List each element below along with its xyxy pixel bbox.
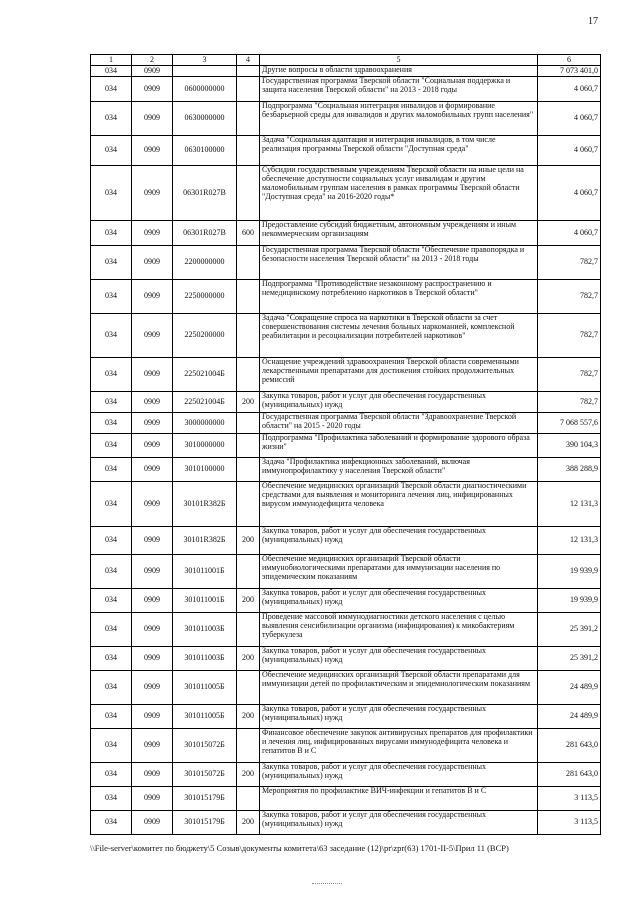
description-cell: Закупка товаров, работ и услуг для обеспечения государственных (муниципальных) нужд xyxy=(260,763,538,787)
code-cell: 034 xyxy=(91,221,132,246)
amount-cell: 4 060,7 xyxy=(538,102,601,136)
section-cell: 0909 xyxy=(132,392,173,413)
description-cell: Подпрограмма "Противодействие незаконному распространению и немедицинскому потреблению наркотиков в Тверской области" xyxy=(260,280,538,314)
table-row xyxy=(91,392,601,413)
amount-cell: 4 060,7 xyxy=(538,77,601,102)
expense-type-cell xyxy=(237,458,260,482)
target-article-cell: 301015072Б xyxy=(173,763,237,787)
section-cell: 0909 xyxy=(132,166,173,221)
amount-cell: 4 060,7 xyxy=(538,166,601,221)
description-cell: Задача "Профилактика инфекционных заболеваний, включая иммунопрофилактику у населения Тверской области" xyxy=(260,458,538,482)
code-cell: 034 xyxy=(91,66,132,77)
table-row xyxy=(91,763,601,787)
expense-type-cell xyxy=(237,166,260,221)
table-row xyxy=(91,729,601,763)
target-article-cell: 225021004Б xyxy=(173,358,237,392)
amount-cell: 19 939,9 xyxy=(538,555,601,589)
amount-cell: 782,7 xyxy=(538,358,601,392)
expense-type-cell: 200 xyxy=(237,811,260,835)
target-article-cell: 301011003Б xyxy=(173,613,237,647)
section-cell: 0909 xyxy=(132,671,173,705)
code-cell: 034 xyxy=(91,392,132,413)
description-cell: Проведение массовой иммунодиагностики детского населения с целью выявления сенсибилизации организма (инфицирования) к микобактериям туберкулеза xyxy=(260,613,538,647)
amount-cell: 390 104,3 xyxy=(538,434,601,458)
section-cell: 0909 xyxy=(132,705,173,729)
header-cell: 5 xyxy=(260,55,538,66)
table-row xyxy=(91,280,601,314)
section-cell: 0909 xyxy=(132,613,173,647)
amount-cell: 3 113,5 xyxy=(538,811,601,835)
expense-type-cell: 600 xyxy=(237,221,260,246)
target-article-cell: 301015179Б xyxy=(173,811,237,835)
amount-cell: 782,7 xyxy=(538,314,601,358)
section-cell: 0909 xyxy=(132,280,173,314)
amount-cell: 25 391,2 xyxy=(538,647,601,671)
expense-type-cell xyxy=(237,413,260,434)
page-number: 17 xyxy=(588,16,598,27)
budget-table xyxy=(90,54,601,835)
table-row xyxy=(91,221,601,246)
code-cell: 034 xyxy=(91,705,132,729)
file-path-footer: \\File-server\комитет по бюджету\5 Созыв\документы комитета\63 заседание (12)\pr\zpr(63) 1701-II-5\Прил 11 (ВСР) xyxy=(90,843,509,853)
table-row xyxy=(91,647,601,671)
header-cell: 6 xyxy=(538,55,601,66)
target-article-cell: 3010000000 xyxy=(173,434,237,458)
expense-type-cell xyxy=(237,729,260,763)
code-cell: 034 xyxy=(91,729,132,763)
amount-cell: 24 489,9 xyxy=(538,705,601,729)
section-cell: 0909 xyxy=(132,102,173,136)
table-row xyxy=(91,787,601,811)
expense-type-cell xyxy=(237,482,260,527)
description-cell: Задача "Социальная адаптация и интеграция инвалидов, в том числе реализация программы Тверской области "Доступная среда" xyxy=(260,136,538,166)
amount-cell: 782,7 xyxy=(538,280,601,314)
table-row xyxy=(91,527,601,555)
description-cell: Закупка товаров, работ и услуг для обеспечения государственных (муниципальных) нужд xyxy=(260,705,538,729)
description-cell: Закупка товаров, работ и услуг для обеспечения государственных (муниципальных) нужд xyxy=(260,811,538,835)
target-article-cell: 301015179Б xyxy=(173,787,237,811)
target-article-cell: 301011003Б xyxy=(173,647,237,671)
expense-type-cell xyxy=(237,555,260,589)
description-cell: Обеспечение медицинских организаций Тверской области диагностическими средствами для выявления и мониторинга лечения лиц, инфицированных вирусом иммунодефицита человека xyxy=(260,482,538,527)
amount-cell: 4 060,7 xyxy=(538,221,601,246)
amount-cell: 7 073 401,0 xyxy=(538,66,601,77)
table-row xyxy=(91,77,601,102)
expense-type-cell xyxy=(237,671,260,705)
amount-cell: 782,7 xyxy=(538,246,601,280)
expense-type-cell xyxy=(237,77,260,102)
expense-type-cell xyxy=(237,136,260,166)
description-cell: Финансовое обеспечение закупок антивирусных препаратов для профилактики и лечения лиц, инфицированных вирусами иммунодефицита человека и гепатитов B и C xyxy=(260,729,538,763)
expense-type-cell: 200 xyxy=(237,763,260,787)
target-article-cell: 0600000000 xyxy=(173,77,237,102)
description-cell: Подпрограмма "Социальная интеграция инвалидов и формирование безбарьерной среды для инвалидов и других маломобильных групп населения" xyxy=(260,102,538,136)
target-article-cell: 3010100000 xyxy=(173,458,237,482)
target-article-cell: 06301R027B xyxy=(173,221,237,246)
expense-type-cell: 200 xyxy=(237,527,260,555)
table-row xyxy=(91,166,601,221)
amount-cell: 3 113,5 xyxy=(538,787,601,811)
description-cell: Закупка товаров, работ и услуг для обеспечения государственных (муниципальных) нужд xyxy=(260,527,538,555)
description-cell: Обеспечение медицинских организаций Тверской области препаратами для иммунизации детей по профилактическим и эпидемиологическим показаниям xyxy=(260,671,538,705)
header-cell: 2 xyxy=(132,55,173,66)
amount-cell: 19 939,9 xyxy=(538,589,601,613)
code-cell: 034 xyxy=(91,613,132,647)
section-cell: 0909 xyxy=(132,77,173,102)
description-cell: Подпрограмма "Профилактика заболеваний и формирование здорового образа жизни" xyxy=(260,434,538,458)
code-cell: 034 xyxy=(91,434,132,458)
table-row xyxy=(91,555,601,589)
table-row xyxy=(91,434,601,458)
amount-cell: 388 288,9 xyxy=(538,458,601,482)
table-row xyxy=(91,66,601,77)
target-article-cell: 301011005Б xyxy=(173,705,237,729)
header-cell: 1 xyxy=(91,55,132,66)
description-cell: Другие вопросы в области здравоохранения xyxy=(260,66,538,77)
amount-cell: 4 060,7 xyxy=(538,136,601,166)
target-article-cell: 3000000000 xyxy=(173,413,237,434)
expense-type-cell xyxy=(237,613,260,647)
section-cell: 0909 xyxy=(132,413,173,434)
code-cell: 034 xyxy=(91,787,132,811)
expense-type-cell xyxy=(237,66,260,77)
section-cell: 0909 xyxy=(132,555,173,589)
header-cell: 4 xyxy=(237,55,260,66)
amount-cell: 12 131,3 xyxy=(538,482,601,527)
section-cell: 0909 xyxy=(132,246,173,280)
target-article-cell: 06301R027B xyxy=(173,166,237,221)
header-cell: 3 xyxy=(173,55,237,66)
code-cell: 034 xyxy=(91,77,132,102)
description-cell: Оснащение учреждений здравоохранения Тверской области современными лекарственными препаратами для достижения стойких продолжительных ремиссий xyxy=(260,358,538,392)
section-cell: 0909 xyxy=(132,358,173,392)
code-cell: 034 xyxy=(91,589,132,613)
description-cell: Мероприятия по профилактике ВИЧ-инфекции и гепатитов B и C xyxy=(260,787,538,811)
description-cell: Задача "Сокращение спроса на наркотики в Тверской области за счет совершенствования системы лечения больных наркоманией, комплексной реабилитации и ресоциализации потребителей наркотиков" xyxy=(260,314,538,358)
amount-cell: 281 643,0 xyxy=(538,763,601,787)
description-cell: Государственная программа Тверской области "Здравоохранение Тверской области" на 2015 - 2020 годы xyxy=(260,413,538,434)
description-cell: Закупка товаров, работ и услуг для обеспечения государственных (муниципальных) нужд xyxy=(260,392,538,413)
expense-type-cell xyxy=(237,358,260,392)
section-cell: 0909 xyxy=(132,66,173,77)
table-row xyxy=(91,314,601,358)
section-cell: 0909 xyxy=(132,729,173,763)
section-cell: 0909 xyxy=(132,527,173,555)
amount-cell: 7 068 557,6 xyxy=(538,413,601,434)
description-cell: Закупка товаров, работ и услуг для обеспечения государственных (муниципальных) нужд xyxy=(260,647,538,671)
table-row xyxy=(91,136,601,166)
code-cell: 034 xyxy=(91,482,132,527)
section-cell: 0909 xyxy=(132,458,173,482)
code-cell: 034 xyxy=(91,458,132,482)
table-row xyxy=(91,413,601,434)
section-cell: 0909 xyxy=(132,221,173,246)
code-cell: 034 xyxy=(91,136,132,166)
target-article-cell: 2250200000 xyxy=(173,314,237,358)
section-cell: 0909 xyxy=(132,314,173,358)
amount-cell: 281 643,0 xyxy=(538,729,601,763)
target-article-cell: 2200000000 xyxy=(173,246,237,280)
section-cell: 0909 xyxy=(132,136,173,166)
expense-type-cell: 200 xyxy=(237,647,260,671)
table-row xyxy=(91,705,601,729)
expense-type-cell xyxy=(237,434,260,458)
section-cell: 0909 xyxy=(132,589,173,613)
expense-type-cell xyxy=(237,102,260,136)
target-article-cell: 301015072Б xyxy=(173,729,237,763)
target-article-cell xyxy=(173,66,237,77)
code-cell: 034 xyxy=(91,763,132,787)
expense-type-cell: 200 xyxy=(237,392,260,413)
expense-type-cell xyxy=(237,787,260,811)
table-row xyxy=(91,482,601,527)
amount-cell: 12 131,3 xyxy=(538,527,601,555)
table-row xyxy=(91,589,601,613)
table-row xyxy=(91,102,601,136)
code-cell: 034 xyxy=(91,102,132,136)
description-cell: Государственная программа Тверской области "Обеспечение правопорядка и безопасности населения Тверской области" на 2013 - 2018 годы xyxy=(260,246,538,280)
table-row xyxy=(91,671,601,705)
code-cell: 034 xyxy=(91,246,132,280)
code-cell: 034 xyxy=(91,413,132,434)
target-article-cell: 30101R382Б xyxy=(173,482,237,527)
target-article-cell: 301011005Б xyxy=(173,671,237,705)
code-cell: 034 xyxy=(91,280,132,314)
expense-type-cell: 200 xyxy=(237,705,260,729)
target-article-cell: 301011001Б xyxy=(173,555,237,589)
expense-type-cell xyxy=(237,280,260,314)
table-row xyxy=(91,358,601,392)
target-article-cell: 2250000000 xyxy=(173,280,237,314)
section-cell: 0909 xyxy=(132,434,173,458)
code-cell: 034 xyxy=(91,358,132,392)
amount-cell: 25 391,2 xyxy=(538,613,601,647)
description-cell: Государственная программа Тверской области "Социальная поддержка и защита населения Тверской области" на 2013 - 2018 годы xyxy=(260,77,538,102)
target-article-cell: 225021004Б xyxy=(173,392,237,413)
section-cell: 0909 xyxy=(132,482,173,527)
section-cell: 0909 xyxy=(132,647,173,671)
table-row xyxy=(91,811,601,835)
code-cell: 034 xyxy=(91,555,132,589)
expense-type-cell: 200 xyxy=(237,589,260,613)
section-cell: 0909 xyxy=(132,787,173,811)
code-cell: 034 xyxy=(91,671,132,705)
description-cell: Предоставление субсидий бюджетным, автономным учреждениям и иным некоммерческим организациям xyxy=(260,221,538,246)
amount-cell: 24 489,9 xyxy=(538,671,601,705)
expense-type-cell xyxy=(237,246,260,280)
expense-type-cell xyxy=(237,314,260,358)
description-cell: Закупка товаров, работ и услуг для обеспечения государственных (муниципальных) нужд xyxy=(260,589,538,613)
section-cell: 0909 xyxy=(132,811,173,835)
code-cell: 034 xyxy=(91,647,132,671)
header-row xyxy=(91,55,601,66)
code-cell: 034 xyxy=(91,811,132,835)
table-row xyxy=(91,613,601,647)
target-article-cell: 301011001Б xyxy=(173,589,237,613)
section-cell: 0909 xyxy=(132,763,173,787)
description-cell: Обеспечение медицинских организаций Тверской области иммунобиологическими препаратами для иммунизации населения по эпидемическим показаниям xyxy=(260,555,538,589)
target-article-cell: 0630100000 xyxy=(173,136,237,166)
table-row xyxy=(91,458,601,482)
footer-divider xyxy=(312,883,342,884)
code-cell: 034 xyxy=(91,166,132,221)
amount-cell: 782,7 xyxy=(538,392,601,413)
target-article-cell: 30101R382Б xyxy=(173,527,237,555)
target-article-cell: 0630000000 xyxy=(173,102,237,136)
code-cell: 034 xyxy=(91,314,132,358)
table-row xyxy=(91,246,601,280)
code-cell: 034 xyxy=(91,527,132,555)
description-cell: Субсидии государственным учреждениям Тверской области на иные цели на обеспечение доступности социальных услуг инвалидам и другим маломобильным группам населения в рамках программы Тверской области "Доступная среда" на 2016-2020 годы* xyxy=(260,166,538,221)
